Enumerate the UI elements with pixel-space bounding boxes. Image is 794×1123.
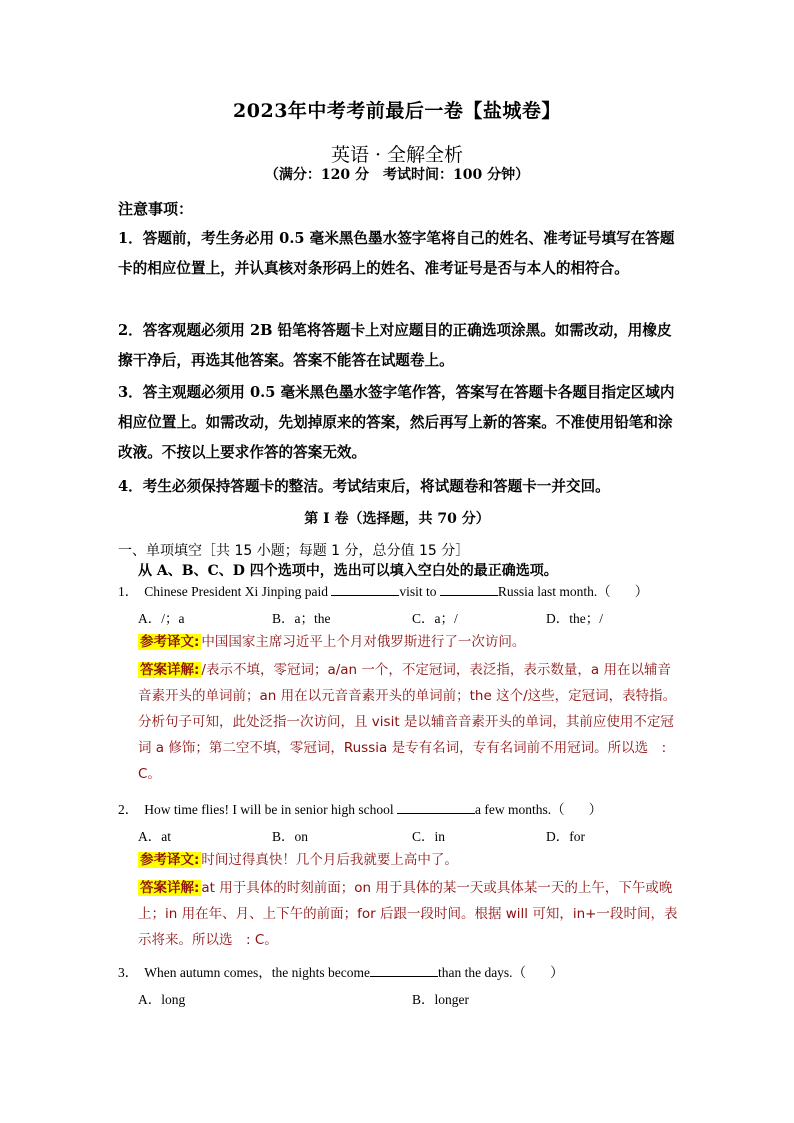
- question-text: ）: [634, 584, 649, 599]
- notice-item: 4．考生必须保持答题卡的整洁。考试结束后，将试题卷和答题卡一并交回。: [118, 478, 610, 495]
- ans-text: at 用于具体的时刻前面；on 用于具体的某一天或具体某一天的上午，下午或晚上；in 用在年、月、上下午的前面；for 后跟一段时间。根据 will 可知，in+一段时间，表示将来。所以选 : C。: [138, 880, 678, 948]
- option-d: D．for: [546, 829, 585, 844]
- ref-text: 中国国家主席习近平上个月对俄罗斯进行了一次访问。: [201, 634, 526, 650]
- ans-text: /表示不填，零冠词；a/an 一个，不定冠词，表泛指，表示数量，a 用在以辅音音素开头的单词前；an 用在以元音音素开头的单词前；the 这个/这些，定冠词，表特指。分析句子可知，此处泛指一次访问，且 visit 是以辅音音素开头的单词，其前应使用不定冠词 a 修饰；第二空不填，零冠词，Russia 是专有名词，专有名词前不用冠词。所以选 : C。: [138, 662, 677, 782]
- option-a: A．long: [138, 992, 186, 1007]
- question-text: ）: [588, 802, 603, 817]
- question-text: How time flies! I will be in senior high school: [144, 802, 397, 817]
- question-number: 1．: [118, 584, 139, 599]
- ans-label: 答案详解:: [140, 880, 200, 896]
- question-number: 3．: [118, 965, 139, 980]
- ref-label: 参考译文:: [140, 852, 200, 868]
- option-c: C．a；/: [412, 611, 458, 626]
- question-text: When autumn comes，the nights become: [144, 965, 370, 980]
- answer-blank: [440, 582, 498, 596]
- notice-heading: 注意事项：: [118, 200, 194, 218]
- option-b: B．longer: [412, 992, 469, 1007]
- option-d: D．the；/: [546, 611, 603, 626]
- answer-explanation: [138, 875, 678, 953]
- question-text: ）: [550, 965, 564, 980]
- answer-blank: [397, 800, 475, 814]
- option-b: B．a；the: [272, 611, 331, 626]
- options-row: [138, 988, 678, 1006]
- answer-explanation: [138, 657, 678, 787]
- question-3: [118, 961, 564, 981]
- option-c: C．in: [412, 829, 446, 844]
- exam-meta: （满分：120 分 考试时间：100 分钟）: [264, 167, 530, 183]
- question-text: than the days.（: [437, 965, 527, 980]
- notice-item: 3．答主观题必须用 0.5 毫米黑色墨水签字笔作答，答案写在答题卡各题目指定区域内相应位置上。如需改动，先划掉原来的答案，然后再写上新的答案。不准使用铅笔和涂改液。不按以上要求作答的答案无效。: [118, 384, 675, 461]
- options-row: [138, 825, 678, 843]
- question-text: a few months.（: [474, 802, 565, 817]
- part-heading: 一、单项填空［共 15 小题；每题 1 分，总分值 15 分］: [118, 543, 470, 559]
- question-text: visit to: [399, 584, 440, 599]
- ref-label: 参考译文:: [140, 634, 200, 650]
- answer-blank: [370, 963, 438, 977]
- section-title: 第 I 卷（选择题，共 70 分）: [304, 511, 490, 527]
- option-a: A．at: [138, 829, 171, 844]
- question-text: Russia last month.（: [497, 584, 611, 599]
- question-text: Chinese President Xi Jinping paid: [144, 584, 332, 599]
- page-title: 2023年中考考前最后一卷【盐城卷】: [233, 100, 561, 122]
- reference-translation: [138, 629, 678, 655]
- page-subtitle: 英语 · 全解全析: [330, 144, 464, 166]
- notice-item: 2．答客观题必须用 2B 铅笔将答题卡上对应题目的正确选项涂黑。如需改动，用橡皮擦干净后，再选其他答案。答案不能答在试题卷上。: [118, 322, 672, 369]
- question-1: [118, 580, 648, 600]
- part-instruction: 从 A、B、C、D 四个选项中，选出可以填入空白处的最正确选项。: [138, 563, 558, 579]
- ref-text: 时间过得真快！几个月后我就要上高中了。: [201, 852, 458, 868]
- option-b: B．on: [272, 829, 309, 844]
- answer-blank: [331, 582, 399, 596]
- notice-item: 1．答题前，考生务必用 0.5 毫米黑色墨水签字笔将自己的姓名、准考证号填写在答题卡的相应位置上，并认真核对条形码上的姓名、准考证号是否与本人的相符合。: [118, 230, 675, 277]
- question-number: 2．: [118, 802, 139, 817]
- reference-translation: [138, 847, 678, 873]
- option-a: A．/；a: [138, 611, 185, 626]
- options-row: [138, 607, 678, 625]
- ans-label: 答案详解:: [140, 662, 200, 678]
- question-2: [118, 798, 602, 818]
